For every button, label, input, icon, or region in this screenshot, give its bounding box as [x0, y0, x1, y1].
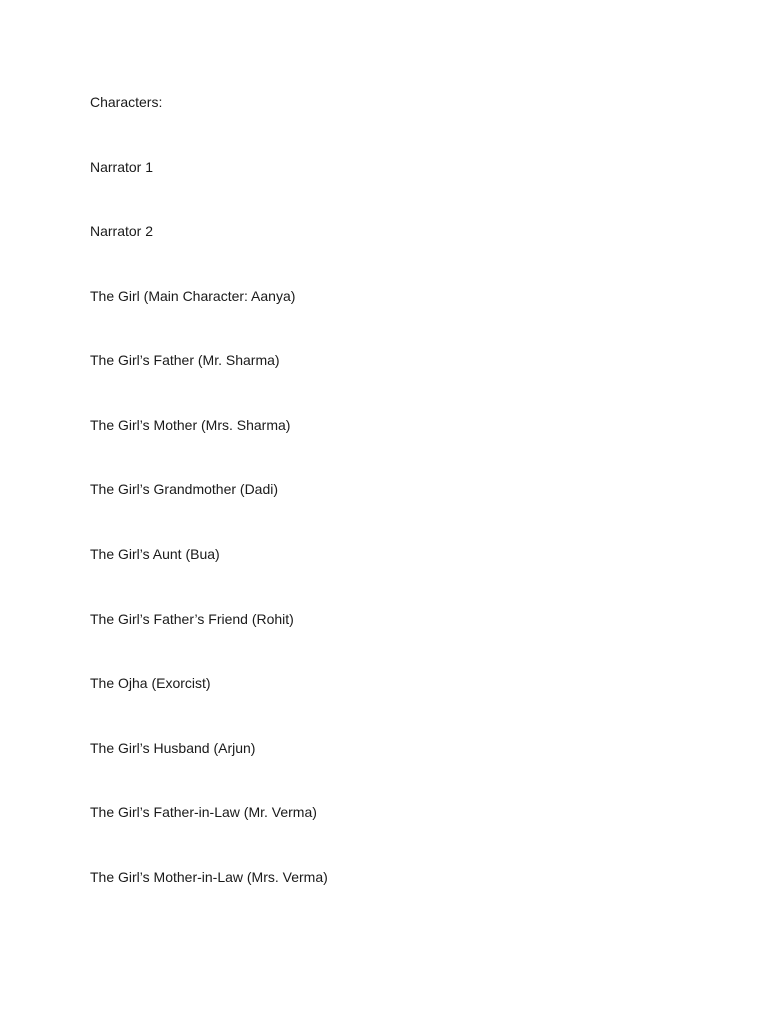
character-the-girl: The Girl (Main Character: Aanya): [90, 287, 296, 304]
character-girls-husband: The Girl’s Husband (Arjun): [90, 739, 256, 756]
character-list: [90, 158, 690, 887]
character-father-in-law: The Girl’s Father-in-Law (Mr. Verma): [90, 804, 317, 821]
character-girls-grandmother: The Girl’s Grandmother (Dadi): [90, 481, 279, 498]
character-narrator-2: Narrator 2: [90, 223, 154, 240]
character-fathers-friend: The Girl’s Father’s Friend (Rohit): [90, 610, 294, 627]
characters-heading: Characters:: [90, 94, 163, 110]
document-body: [90, 93, 690, 933]
character-girls-father: The Girl’s Father (Mr. Sharma): [90, 352, 280, 369]
character-girls-aunt: The Girl’s Aunt (Bua): [90, 546, 220, 563]
character-girls-mother: The Girl’s Mother (Mrs. Sharma): [90, 416, 291, 433]
character-ojha: The Ojha (Exorcist): [90, 675, 211, 692]
character-mother-in-law: The Girl’s Mother-in-Law (Mrs. Verma): [90, 869, 328, 886]
character-narrator-1: Narrator 1: [90, 158, 154, 175]
